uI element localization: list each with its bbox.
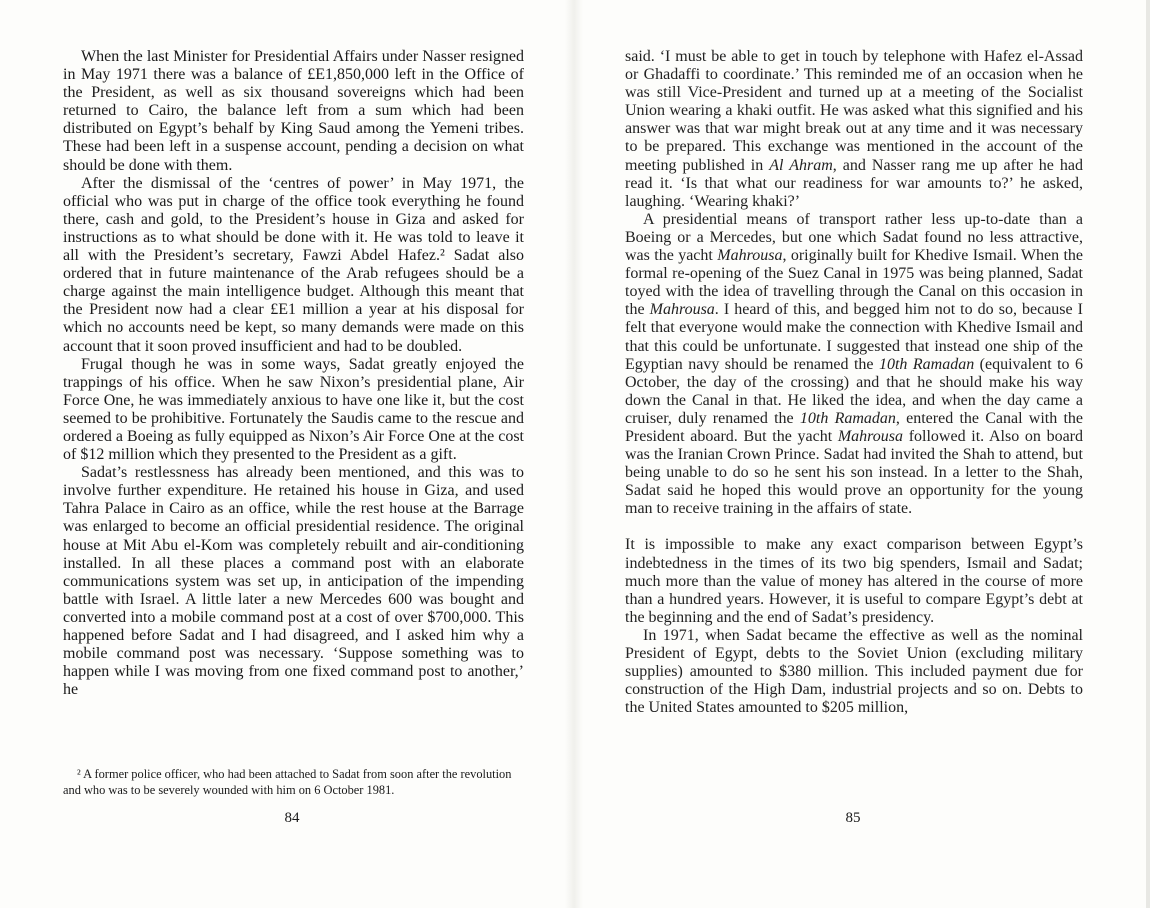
paragraph: Sadat’s restlessness has already been mentioned, and this was to involve further expenditure. He retained his house in Giza, and used Tahra Palace in Cairo as an office, while the rest house at the Barrage was enlarged to become an official presidential residence. The original house at Mit Abu el-Kom was completely rebuilt and air-conditioning installed. In all these places a command post with an elaborate communications system was set up, in anticipation of the impending battle with Israel. A little later a new Mercedes 600 was bought and converted into a mobile command post at a cost of over $700,000. This happened before Sadat and I had disagreed, and I asked him why a mobile command post was necessary. ‘Suppose something was to happen while I was moving from one fixed command post to another,’ he	[63, 464, 524, 699]
text-run: , entered the Canal with the President aboard. But the yacht	[625, 409, 1084, 445]
italic-title: 10th Ramadan	[799, 409, 896, 427]
italic-title: Mahrousa	[717, 247, 783, 265]
text-run: , originally built for Khedive Ismail. When the formal re-opening of the Suez Canal in 1975 was being planned, Sadat toyed with the idea of travelling through the Canal on this occasion in the	[625, 247, 1084, 319]
left-page-body	[63, 48, 524, 699]
italic-title: Mahrousa	[837, 427, 904, 445]
text-run: (equivalent to 6 October, the day of the crossing) and that he should make his way down the Canal in that. He liked the idea, and when the day came a cruiser, duly renamed the	[625, 355, 1083, 427]
text-run: . I heard of this, and begged him not to do so, because I felt that everyone would make the connection with Khedive Ismail and that this could be unfortunate. I suggested that instead one ship of the Egyptian navy should be renamed the	[625, 301, 1084, 373]
paragraph: After the dismissal of the ‘centres of power’ in May 1971, the official who was put in charge of the office took everything he found there, cash and gold, to the President’s house in Giza and asked for instructions as to what should be done with it. He was told to leave it all with the President’s secretary, Fawzi Abdel Hafez.² Sadat also ordered that in future maintenance of the Arab refugees should be a charge against the main intelligence budget. Although this meant that the President now had a clear £E1 million a year at his disposal for which no accounts need be kept, so many demands were made on this account that it soon proved insufficient and had to be doubled.	[63, 174, 524, 355]
paragraph	[625, 211, 1083, 519]
paragraph: When the last Minister for Presidential Affairs under Nasser resigned in May 1971 there was a balance of £E1,850,000 left in the Office of the President, as well as six thousand sovereigns which had been returned to Cairo, the balance left from a sum which had been distributed on Egypt’s behalf by King Saud among the Yemeni tribes. These had been left in a suspense account, pending a decision on what should be done with them.	[63, 48, 524, 174]
book-gutter	[565, 0, 583, 908]
italic-title: 10th Ramadan	[878, 355, 975, 373]
italic-title: Mahrousa	[649, 301, 715, 319]
right-page-body	[625, 48, 1083, 717]
left-page	[63, 48, 524, 699]
right-page	[625, 48, 1083, 717]
footnote	[63, 767, 524, 798]
text-run: A presidential means of transport rather less up-to-date than a Boeing or a Mercedes, but one which Sadat found no less attractive, was the yacht	[625, 210, 1083, 265]
text-run: said. ‘I must be able to get in touch by telephone with Hafez el-Assad or Ghadaffi to coordinate.’ This reminded me of an occasion when he was still Vice-President and turned up at a meeting of the Socialist Union wearing a khaki outfit. He was asked what this signified and his answer was that war might break out at any time and it was necessary to be prepared. This exchange was mentioned in the account of the meeting published in	[625, 48, 1083, 174]
page-number-left: 84	[284, 810, 300, 826]
paragraph: Frugal though he was in some ways, Sadat greatly enjoyed the trappings of his office. When he saw Nixon’s presidential plane, Air Force One, he was immediately anxious to have one like it, but the cost seemed to be prohibitive. Fortunately the Saudis came to the rescue and ordered a Boeing as fully equipped as Nixon’s Air Force One at the cost of $12 million which they presented to the President as a gift.	[63, 355, 524, 464]
text-run: followed it. Also on board was the Iranian Crown Prince. Sadat had invited the Shah to attend, but being unable to do so he sent his son instead. In a letter to the Shah, Sadat said he hoped this would prove an opportunity for the young man to receive training in the affairs of state.	[625, 427, 1083, 518]
paragraph	[625, 48, 1083, 211]
paragraph: It is impossible to make any exact comparison between Egypt’s indebtedness in the times of its two big spenders, Ismail and Sadat; much more than the value of money has altered in the course of more than a hundred years. However, it is useful to compare Egypt’s debt at the beginning and the end of Sadat’s presidency.	[625, 536, 1083, 626]
paragraph: In 1971, when Sadat became the effective as well as the nominal President of Egypt, debts to the Soviet Union (excluding military supplies) amounted to $380 million. This included payment due for construction of the High Dam, industrial projects and so on. Debts to the United States amounted to $205 million,	[625, 626, 1083, 717]
italic-title: Al Ahram	[769, 156, 833, 174]
footnote-text: ² A former police officer, who had been attached to Sadat from soon after the revolution and who was to be severely wounded with him on 6 October 1981.	[63, 767, 512, 797]
page-number-right: 85	[845, 810, 861, 826]
page-edge	[1146, 0, 1150, 908]
text-run: , and Nasser rang me up after he had read it. ‘Is that what our readiness for war amounts to?’ he asked, laughing. ‘Wearing khaki?’	[625, 156, 1083, 210]
